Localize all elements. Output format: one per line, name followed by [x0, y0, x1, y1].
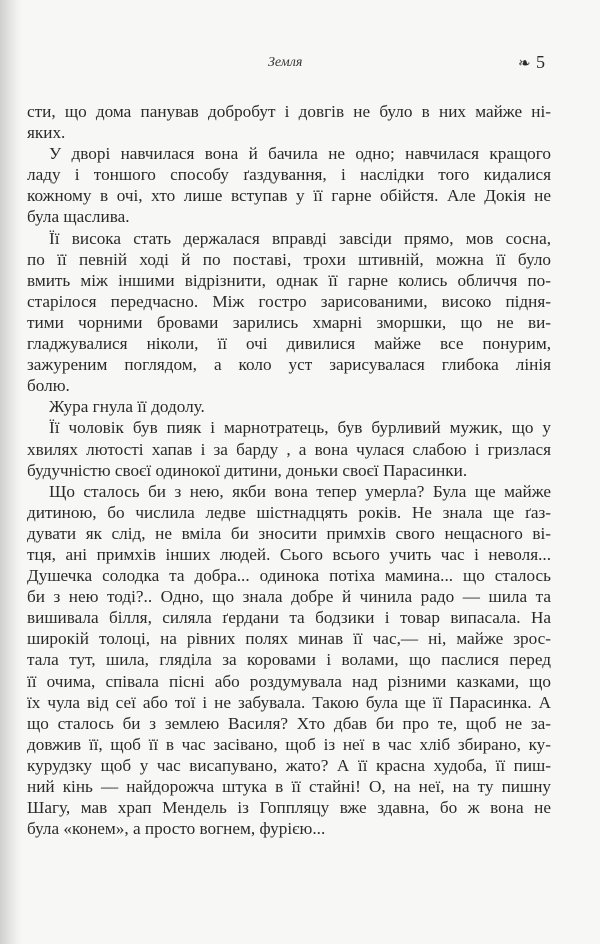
- text-line: сти, що дома панував добробут і довгів не було в них майже ні-: [27, 102, 551, 121]
- text-line: Її чоловік був пияк і марнотратець, був бурливий мужик, що у: [49, 418, 551, 438]
- text-line: дитиною, бо числила ледве шістнадцять років. Не знала ще ґаз-: [27, 502, 551, 522]
- text-line: Її висока стать держалася вправді завсіди прямо, мов сосна,: [49, 228, 551, 248]
- text-line: була щаслива.: [27, 207, 130, 227]
- text-line: по її певній ході й по поставі, трохи штивній, можна її було: [27, 249, 551, 269]
- text-line: Шагу, мав храп Мендель із Гоппляцу вже здавна, бо ж вона не: [27, 798, 551, 818]
- text-line: У дворі навчилася вона й бачила не одно; навчилася кращого: [49, 144, 551, 164]
- text-line: зажуреним поглядом, а коло уст зарисувалася глибока лінія: [27, 355, 551, 375]
- text-line: дувати як слід, не вміла би зносити примхів свого нещасного ві-: [27, 523, 551, 543]
- text-line: широкій толоці, на рівних полях минав її час,— ні, майже зрос-: [27, 629, 551, 649]
- text-line: гладжувалися ніколи, її очі дивилися майже все понурим,: [27, 334, 551, 354]
- text-line: їх чула від сеї або тої і не забувала. Такою була ще її Парасинка. А: [27, 692, 551, 712]
- text-line: довжив її, щоб її в час засівано, щоб із неї в час хліб збирано, ку-: [27, 734, 551, 754]
- text-line: би з нею тоді?.. Одно, що знала добре й чинила радо — шила та: [27, 587, 551, 607]
- text-line: її очима, співала пісні або роздумувала над різними казками, що: [27, 671, 551, 691]
- text-line: старілося передчасно. Між гостро зарисованими, високо підня-: [27, 291, 551, 311]
- text-line: будучністю своєї одинокої дитини, доньки своєї Парасинки.: [27, 460, 468, 480]
- text-line: Жура гнула її додолу.: [49, 397, 205, 417]
- page-number: 5: [536, 52, 545, 72]
- text-line: ладу і тоншого способу ґаздування, і наслідки того кидалися: [27, 165, 551, 185]
- text-line: що сталось би з землею Василя? Хто дбав би про те, щоб не за-: [27, 713, 551, 733]
- text-line: вишивала білля, силяла ґердани та бодзики і товар випасала. На: [27, 608, 551, 628]
- text-line: тими чорними бровами зарились хмарні зморшки, що не ви-: [27, 312, 551, 332]
- text-line: вмить між іншими відрізнити, однак її гарне колись обличчя по-: [27, 270, 551, 290]
- text-line: курудзку щоб у час висапувано, жато? А її красна худоба, її пиш-: [27, 755, 551, 775]
- running-header-title: Земля: [268, 55, 303, 70]
- text-line: кожному в очі, хто лише вступав у її гарне обійстя. Але Докія не: [27, 186, 551, 206]
- text-line: тала тут, шила, гляділа за коровами і волами, що паслися перед: [27, 650, 551, 670]
- text-line: болю.: [27, 376, 70, 396]
- text-line: хвилях лютості хапав і за барду , а вона чулася слабою і гризлася: [27, 439, 551, 459]
- running-header: [0, 52, 600, 76]
- body-text: [27, 101, 551, 839]
- text-line: яких.: [27, 123, 66, 143]
- text-line: тця, ані примхів інших людей. Сього всього учить час і неволя...: [27, 544, 551, 564]
- text-line: Що сталось би з нею, якби вона тепер умерла? Була ще майже: [49, 481, 551, 501]
- text-line: Душечка солодка та добра... одинока потіха мамина... що сталось: [27, 566, 551, 586]
- fleuron-icon: ❧: [518, 56, 531, 72]
- text-line: була «конем», а просто вогнем, фурією...: [27, 819, 326, 839]
- text-line: ний кінь — найдорожча штука в її стайні! О, на неї, на ту пишну: [27, 777, 551, 796]
